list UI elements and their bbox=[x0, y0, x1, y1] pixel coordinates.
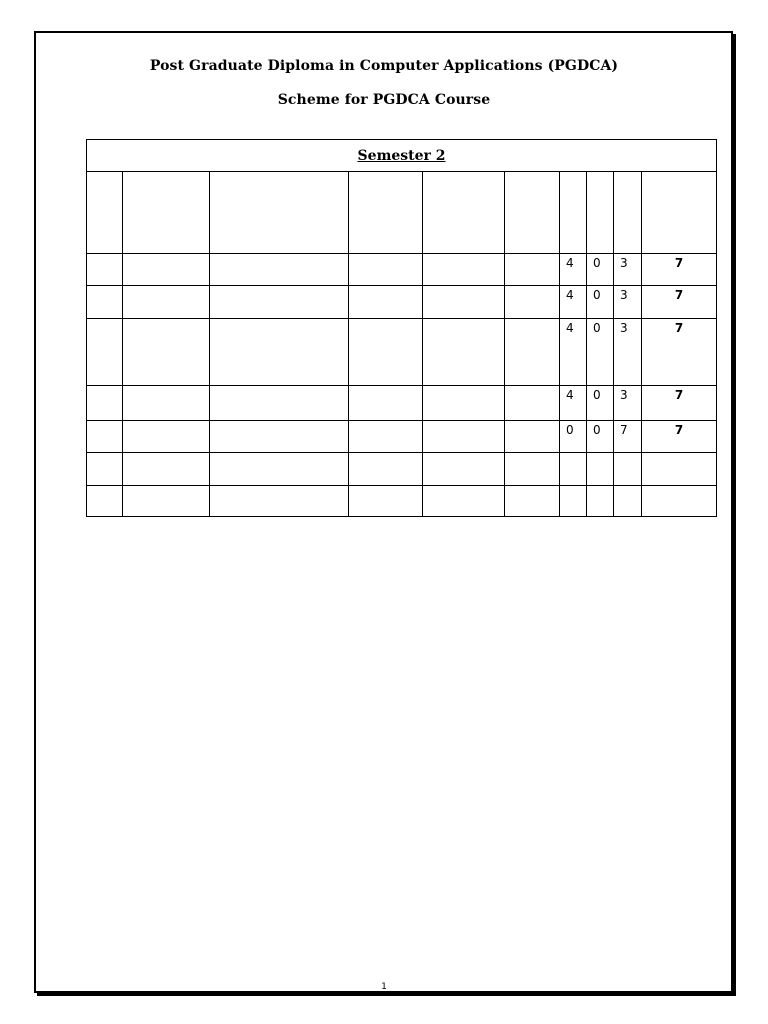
table-cell bbox=[423, 286, 505, 319]
tutorial-value: 0 bbox=[587, 386, 614, 421]
credits-value: 7 bbox=[642, 386, 717, 421]
practical-value: 3 bbox=[614, 286, 642, 319]
table-cell bbox=[123, 386, 210, 421]
table-cell bbox=[423, 254, 505, 286]
lecture-value: 4 bbox=[560, 254, 587, 286]
table-row bbox=[87, 453, 717, 486]
table-cell bbox=[123, 421, 210, 453]
table-cell bbox=[349, 286, 423, 319]
table-cell bbox=[505, 421, 560, 453]
lecture-value bbox=[560, 453, 587, 486]
tutorial-value: 0 bbox=[587, 421, 614, 453]
lecture-value: 4 bbox=[560, 286, 587, 319]
lecture-value: 0 bbox=[560, 421, 587, 453]
table-cell bbox=[210, 386, 349, 421]
practical-value: 3 bbox=[614, 319, 642, 386]
semester-header-row bbox=[87, 140, 717, 172]
tutorial-value: 0 bbox=[587, 254, 614, 286]
table-cell bbox=[423, 421, 505, 453]
table-cell bbox=[505, 486, 560, 517]
table-cell bbox=[210, 254, 349, 286]
header-cell bbox=[87, 172, 123, 254]
tutorial-value: 0 bbox=[587, 319, 614, 386]
table-cell bbox=[87, 486, 123, 517]
table-cell bbox=[349, 319, 423, 386]
table-cell bbox=[123, 319, 210, 386]
table-cell bbox=[505, 286, 560, 319]
header-cell bbox=[642, 172, 717, 254]
header-cell bbox=[560, 172, 587, 254]
semester-label: Semester 2 bbox=[357, 147, 446, 164]
table-row bbox=[87, 386, 717, 421]
table-cell bbox=[210, 486, 349, 517]
table-cell bbox=[349, 486, 423, 517]
table-cell bbox=[210, 421, 349, 453]
header-cell bbox=[614, 172, 642, 254]
table-cell bbox=[505, 319, 560, 386]
table-row bbox=[87, 254, 717, 286]
header-cell bbox=[210, 172, 349, 254]
table-cell bbox=[423, 486, 505, 517]
credits-value: 7 bbox=[642, 254, 717, 286]
column-header-row bbox=[87, 172, 717, 254]
table-cell bbox=[349, 421, 423, 453]
lecture-value bbox=[560, 486, 587, 517]
table-cell bbox=[210, 319, 349, 386]
table-cell bbox=[123, 453, 210, 486]
table-cell bbox=[210, 453, 349, 486]
header-cell bbox=[505, 172, 560, 254]
table-row bbox=[87, 421, 717, 453]
table-row bbox=[87, 319, 717, 386]
table-cell bbox=[210, 286, 349, 319]
tutorial-value bbox=[587, 486, 614, 517]
practical-value: 7 bbox=[614, 421, 642, 453]
table-cell bbox=[349, 254, 423, 286]
table-cell bbox=[505, 254, 560, 286]
practical-value: 3 bbox=[614, 254, 642, 286]
table-cell bbox=[123, 486, 210, 517]
table-cell bbox=[505, 386, 560, 421]
practical-value bbox=[614, 453, 642, 486]
credits-value bbox=[642, 486, 717, 517]
header-cell bbox=[587, 172, 614, 254]
credits-value bbox=[642, 453, 717, 486]
table-cell bbox=[423, 453, 505, 486]
tutorial-value: 0 bbox=[587, 286, 614, 319]
table-cell bbox=[87, 286, 123, 319]
header-cell bbox=[349, 172, 423, 254]
credits-value: 7 bbox=[642, 319, 717, 386]
credits-value: 7 bbox=[642, 421, 717, 453]
table-cell bbox=[87, 254, 123, 286]
practical-value: 3 bbox=[614, 386, 642, 421]
table-row bbox=[87, 486, 717, 517]
practical-value bbox=[614, 486, 642, 517]
table-cell bbox=[87, 453, 123, 486]
document-title: Post Graduate Diploma in Computer Applications (PGDCA) bbox=[149, 58, 619, 74]
tutorial-value bbox=[587, 453, 614, 486]
table-cell bbox=[87, 421, 123, 453]
header-cell bbox=[123, 172, 210, 254]
lecture-value: 4 bbox=[560, 319, 587, 386]
credits-value: 7 bbox=[642, 286, 717, 319]
table-cell bbox=[87, 386, 123, 421]
table-cell bbox=[505, 453, 560, 486]
table-cell bbox=[423, 319, 505, 386]
semester-header-cell bbox=[87, 140, 717, 172]
table-cell bbox=[123, 254, 210, 286]
table-row bbox=[87, 286, 717, 319]
scheme-table bbox=[86, 139, 717, 517]
table-cell bbox=[349, 386, 423, 421]
document-subtitle: Scheme for PGDCA Course bbox=[277, 92, 491, 108]
table-cell bbox=[349, 453, 423, 486]
lecture-value: 4 bbox=[560, 386, 587, 421]
table-cell bbox=[123, 286, 210, 319]
table-cell bbox=[87, 319, 123, 386]
header-cell bbox=[423, 172, 505, 254]
table-cell bbox=[423, 386, 505, 421]
page-number: 1 bbox=[381, 982, 387, 992]
